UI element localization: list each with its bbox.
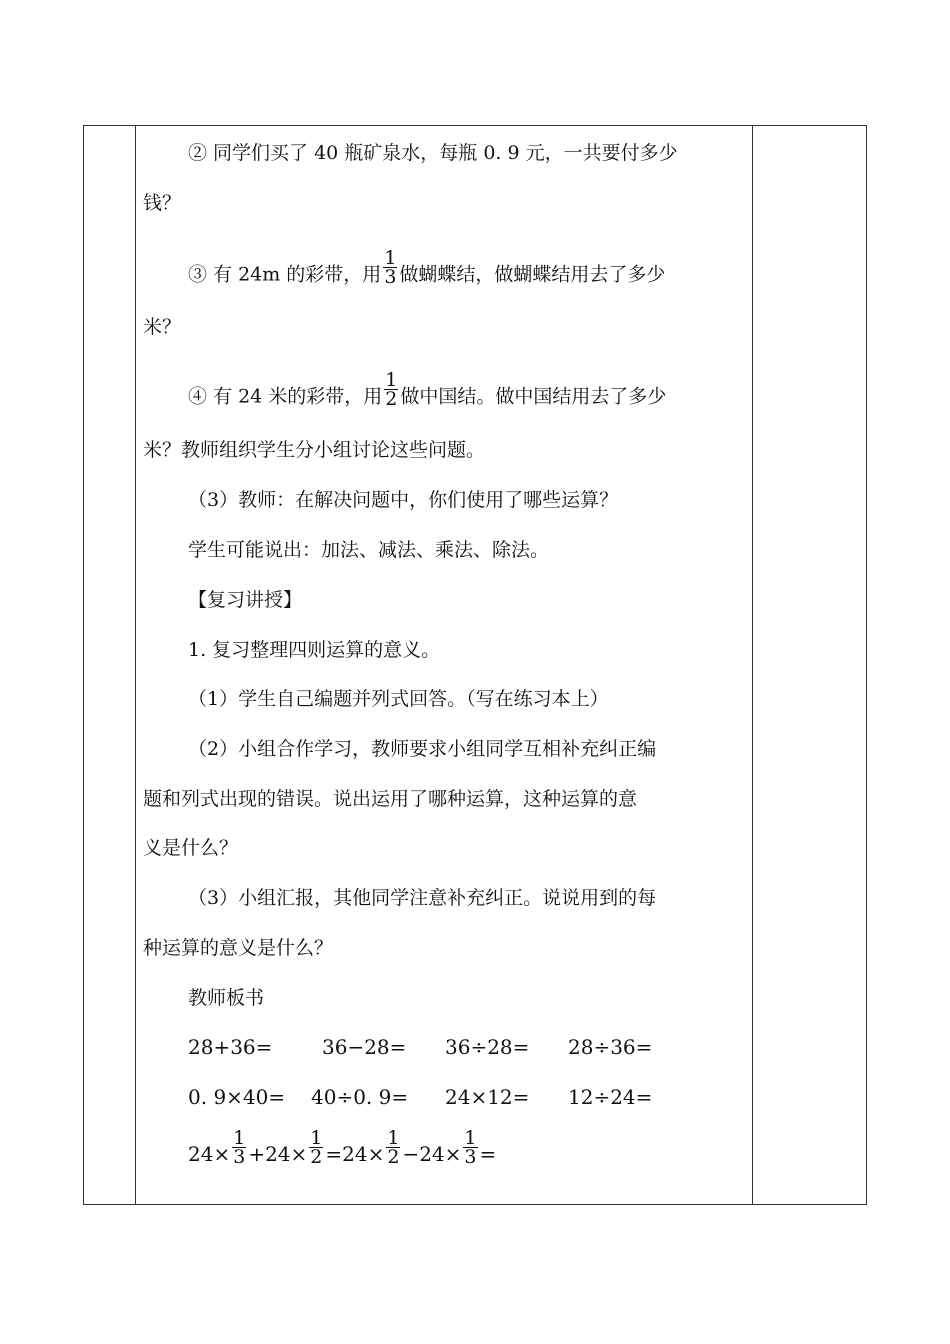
problem-4-text-pre: ④ 有 24 米的彩带，用 — [188, 385, 383, 408]
fraction-numerator: 1 — [310, 1127, 323, 1149]
board-heading: 教师板书 — [188, 987, 265, 1009]
fraction-denominator: 2 — [310, 1146, 323, 1168]
fraction-one-third — [383, 249, 397, 286]
equation-part: =24× — [325, 1142, 385, 1166]
problem-4-text-post: 做中国结。做中国结用去了多少 — [400, 385, 667, 408]
fraction-denominator: 3 — [384, 266, 397, 288]
fraction-denominator: 2 — [387, 1146, 400, 1168]
equation: 40÷0. 9= — [311, 1085, 409, 1109]
problem-3-line2: 米？ — [143, 316, 182, 338]
equation: 28÷36= — [568, 1035, 653, 1059]
equation-part: −24× — [402, 1142, 462, 1166]
fraction-numerator: 1 — [384, 247, 397, 269]
problem-3-line1 — [188, 247, 666, 294]
fraction-numerator: 1 — [464, 1127, 477, 1149]
step-3-line1: （3）小组汇报，其他同学注意补充纠正。说说用到的每 — [188, 887, 657, 909]
step-3-line2: 种运算的意义是什么？ — [143, 937, 334, 959]
review-heading: 【复习讲授】 — [188, 589, 303, 611]
fraction-denominator: 3 — [233, 1146, 246, 1168]
problem-4-line2: 米？教师组织学生分小组讨论这些问题。 — [143, 439, 486, 461]
equation: 24×12= — [445, 1085, 530, 1109]
step-2-line3: 义是什么？ — [143, 837, 239, 859]
equation-part: = — [479, 1142, 497, 1166]
problem-3-text-pre: ③ 有 24m 的彩带，用 — [188, 263, 382, 286]
fraction-numerator: 1 — [387, 1127, 400, 1149]
fraction — [309, 1129, 323, 1166]
step-2-line1: （2）小组合作学习，教师要求小组同学互相补充纠正编 — [188, 738, 657, 760]
equation: 0. 9×40= — [188, 1085, 286, 1109]
equation: 36−28= — [322, 1035, 407, 1059]
column-divider — [135, 126, 136, 1204]
step-2-line2: 题和列式出现的错误。说出运用了哪种运算，这种运算的意 — [143, 788, 638, 810]
student-answer: 学生可能说出：加法、减法、乘法、除法。 — [188, 539, 550, 561]
question-3: （3）教师：在解决问题中，你们使用了哪些运算？ — [188, 489, 619, 511]
equation: 12÷24= — [568, 1085, 653, 1109]
fraction-numerator: 1 — [233, 1127, 246, 1149]
problem-3-text-post: 做蝴蝶结，做蝴蝶结用去了多少 — [399, 263, 666, 286]
equation-part: 24× — [188, 1142, 231, 1166]
equation-row-3 — [188, 1127, 497, 1174]
problem-2-line2: 钱？ — [143, 192, 182, 214]
fraction — [463, 1129, 477, 1166]
column-divider — [752, 126, 753, 1204]
fraction-denominator: 2 — [385, 388, 398, 410]
fraction-numerator: 1 — [385, 369, 398, 391]
equation-part: +24× — [248, 1142, 308, 1166]
problem-4-line1 — [188, 369, 667, 416]
review-item-1: 1. 复习整理四则运算的意义。 — [188, 639, 441, 661]
step-1: （1）学生自己编题并列式回答。（写在练习本上） — [188, 688, 609, 710]
fraction-denominator: 3 — [464, 1146, 477, 1168]
fraction — [232, 1129, 246, 1166]
equation: 36÷28= — [445, 1035, 530, 1059]
equation: 28+36= — [188, 1035, 273, 1059]
problem-2-line1: ② 同学们买了 40 瓶矿泉水，每瓶 0. 9 元，一共要付多少 — [188, 142, 678, 164]
fraction-one-half — [384, 371, 398, 408]
fraction — [386, 1129, 400, 1166]
